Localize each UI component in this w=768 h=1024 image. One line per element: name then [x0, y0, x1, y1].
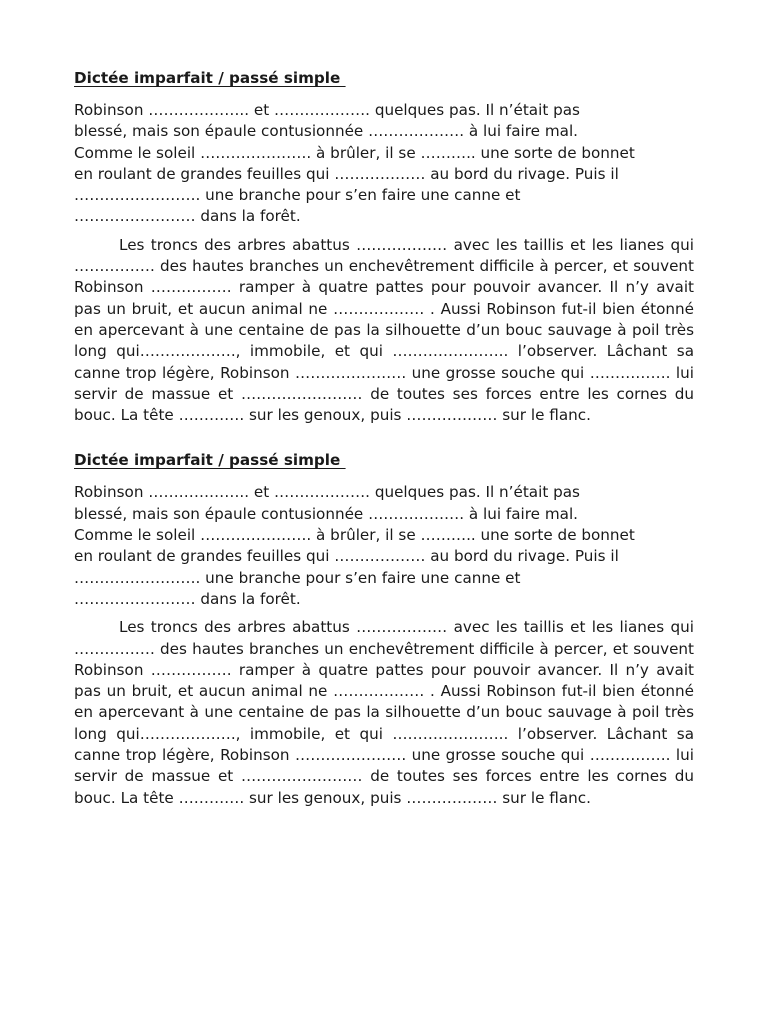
dictation-section-2 [74, 450, 694, 808]
document-page [74, 68, 694, 809]
section-title: Dictée imparfait / passé simple [74, 69, 346, 87]
fill-in-paragraph-1 [74, 100, 694, 228]
text-line: en roulant de grandes feuilles qui ……………… au bord du rivage. Puis il [74, 164, 619, 183]
text-line: en roulant de grandes feuilles qui ……………… au bord du rivage. Puis il [74, 547, 619, 566]
text-line: blessé, mais son épaule contusionnée ………………. à lui faire mal. [74, 504, 579, 523]
dictation-section-1 [74, 68, 694, 426]
text-line: …………………… dans la forêt. [74, 207, 301, 226]
text-line: Robinson ……………….. et ………………. quelques pas. Il n’était pas [74, 483, 580, 502]
fill-in-paragraph-2: Les troncs des arbres abattus ……………… avec les taillis et les lianes qui ……………. des hautes branches un enchevêtrement difficile à percer, et souvent Robinson ……………. ramper à quatre pattes pour pouvoir avancer. Il n’y avait pas un bruit, et aucun animal ne ……………… . Aussi Robinson fut-il bien étonné en apercevant à une centaine de pas la silhouette d’un bouc sauvage à poil très long qui………………., immobile, et qui ………………….. l’observer. Lâchant sa canne trop légère, Robinson …………………. une grosse souche qui ……………. lui servir de massue et …………………… de toutes ses forces entre les cornes du bouc. La tête …………. sur les genoux, puis ……………… sur le flanc. [74, 618, 694, 807]
section-title: Dictée imparfait / passé simple [74, 451, 346, 470]
text-line: Comme le soleil …………………. à brûler, il se ……….. une sorte de bonnet [74, 526, 635, 545]
text-line: Robinson ……………….. et ………………. quelques pas. Il n’était pas [74, 101, 580, 119]
fill-in-paragraph-1 [74, 482, 694, 610]
text-line: …………………… dans la forêt. [74, 589, 301, 608]
text-line: blessé, mais son épaule contusionnée ………………. à lui faire mal. [74, 122, 579, 141]
text-line: ……………………. une branche pour s’en faire une canne et [74, 186, 521, 205]
text-line: Comme le soleil …………………. à brûler, il se ……….. une sorte de bonnet [74, 143, 635, 162]
text-line: ……………………. une branche pour s’en faire une canne et [74, 568, 521, 587]
fill-in-paragraph-2: Les troncs des arbres abattus ……………… avec les taillis et les lianes qui ……………. des hautes branches un enchevêtrement difficile à percer, et souvent Robinson ……………. ramper à quatre pattes pour pouvoir avancer. Il n’y avait pas un bruit, et aucun animal ne ……………… . Aussi Robinson fut-il bien étonné en apercevant à une centaine de pas la silhouette d’un bouc sauvage à poil très long qui………………., immobile, et qui ………………….. l’observer. Lâchant sa canne trop légère, Robinson …………………. une grosse souche qui ……………. lui servir de massue et …………………… de toutes ses forces entre les cornes du bouc. La tête …………. sur les genoux, puis ……………… sur le flanc. [74, 235, 694, 425]
